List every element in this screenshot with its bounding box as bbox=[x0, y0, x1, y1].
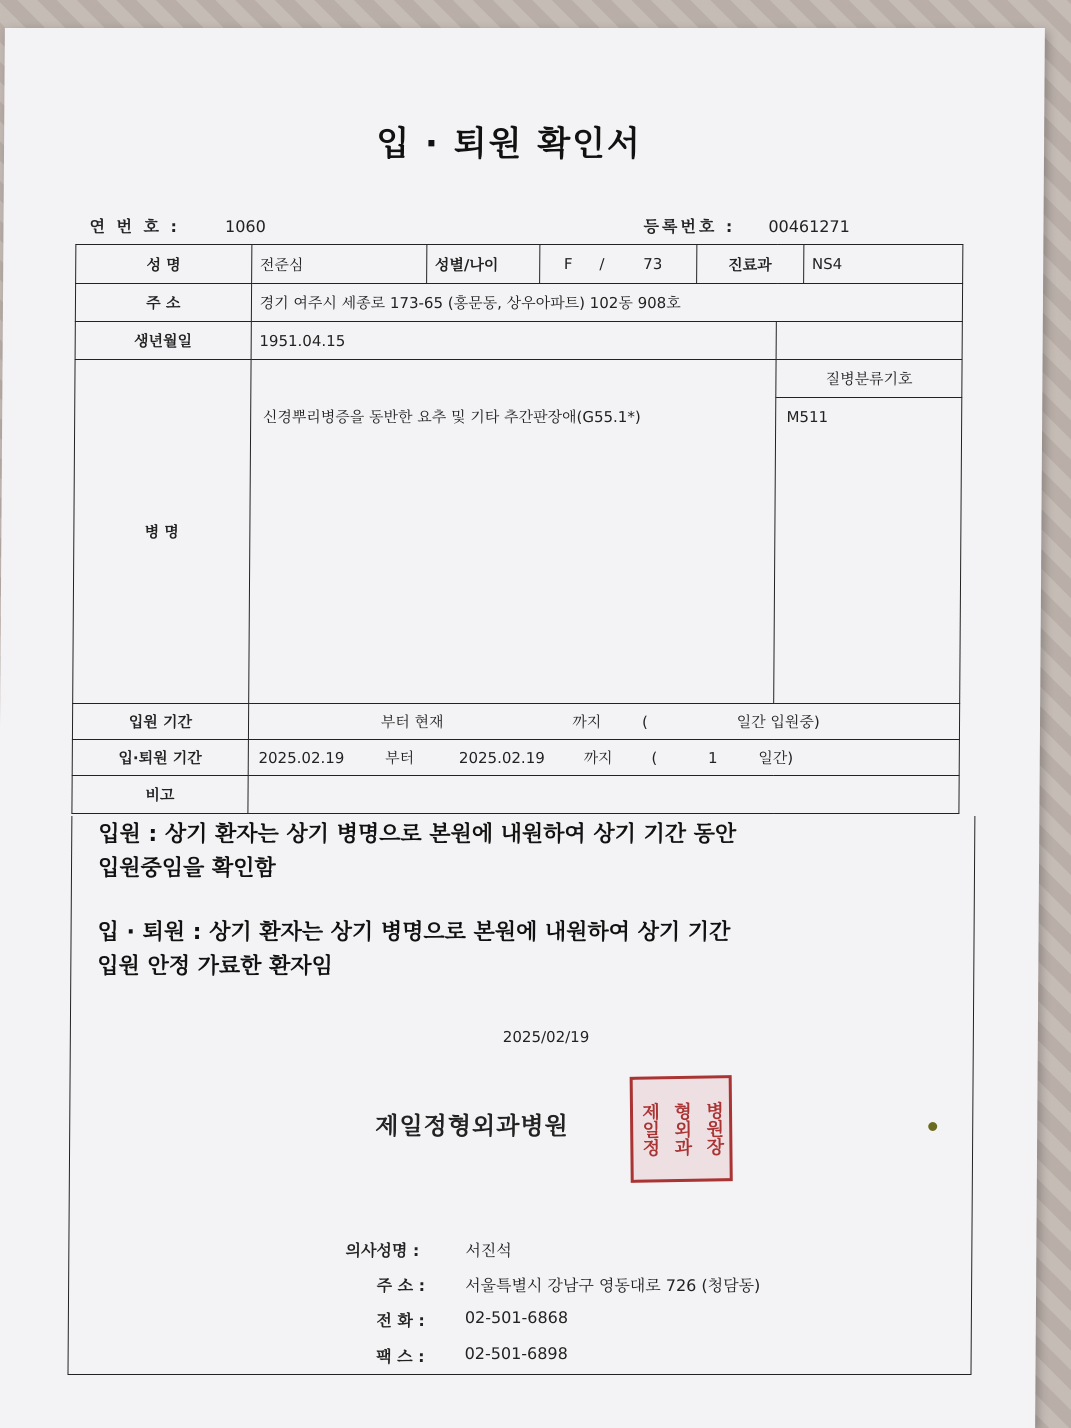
sex-age-separator: / bbox=[599, 255, 605, 273]
doctor-name: 서진석 bbox=[465, 1241, 512, 1260]
stay-value bbox=[248, 740, 960, 776]
remarks-row bbox=[72, 776, 959, 814]
hospital-name: 제일정형외과병원 bbox=[375, 1112, 569, 1140]
sex-age-value bbox=[539, 245, 696, 283]
admission-statement-line2: 입원중임을 확인함 bbox=[97, 856, 276, 881]
admission-until: 까지 bbox=[572, 713, 602, 731]
document-title: 입 · 퇴원 확인서 bbox=[376, 124, 642, 164]
serial-number bbox=[89, 214, 265, 237]
discharge-statement bbox=[97, 916, 730, 984]
diagnosis-head-row bbox=[75, 360, 962, 398]
patient-info-table bbox=[71, 244, 963, 814]
admission-from: 부터 현재 bbox=[380, 713, 444, 731]
admission-statement bbox=[98, 818, 736, 886]
hospital-address-label: 주 소 : bbox=[376, 1276, 426, 1295]
certification-section bbox=[67, 816, 975, 1375]
discharge-statement-line2: 입원 안정 가료한 환자임 bbox=[97, 954, 333, 979]
admission-value bbox=[248, 704, 960, 740]
dob-blank bbox=[776, 322, 962, 360]
hospital-seal bbox=[630, 1075, 733, 1183]
admission-label: 입원 기간 bbox=[72, 704, 248, 740]
seal-text-3: 병원장 bbox=[702, 1101, 725, 1156]
department-label: 진료과 bbox=[696, 245, 803, 283]
phone-label: 전 화 : bbox=[376, 1311, 425, 1330]
issue-date: 2025/02/19 bbox=[502, 1028, 590, 1046]
registration-value: 00461271 bbox=[768, 217, 850, 236]
sex-age-label: 성별/나이 bbox=[426, 245, 539, 283]
department-value: NS4 bbox=[803, 245, 962, 283]
discharge-statement-line1: 입 · 퇴원 : 상기 환자는 상기 병명으로 본원에 내원하여 상기 기간 bbox=[97, 920, 731, 945]
name-row-cells bbox=[252, 245, 963, 283]
address-row bbox=[75, 284, 962, 322]
stay-row bbox=[72, 740, 959, 776]
patient-age: 73 bbox=[643, 255, 663, 273]
dob-label: 생년월일 bbox=[75, 322, 251, 360]
dob-row bbox=[75, 322, 962, 360]
hospital-address: 서울특별시 강남구 영동대로 726 (청담동) bbox=[465, 1276, 761, 1295]
stay-end: 2025.02.19 bbox=[458, 749, 545, 767]
stay-until: 까지 bbox=[583, 749, 613, 767]
patient-sex: F bbox=[563, 255, 573, 273]
patient-address: 경기 여주시 세종로 173-65 (홍문동, 상우아파트) 102동 908호 bbox=[251, 284, 963, 322]
remarks-label: 비고 bbox=[72, 776, 248, 814]
admission-open-paren: ( bbox=[641, 713, 648, 731]
fax-number: 02-501-6898 bbox=[464, 1344, 568, 1363]
phone-number: 02-501-6868 bbox=[464, 1308, 569, 1327]
certificate-paper bbox=[0, 28, 1045, 1428]
name-row bbox=[76, 245, 963, 284]
paper-speck bbox=[928, 1122, 937, 1131]
patient-dob: 1951.04.15 bbox=[251, 322, 777, 360]
registration-label: 등록번호 : bbox=[643, 217, 736, 236]
disease-code-label: 질병분류기호 bbox=[776, 360, 962, 398]
stay-days-word: 일간) bbox=[758, 749, 794, 767]
disease-code: M511 bbox=[774, 398, 962, 704]
admission-row bbox=[72, 704, 959, 740]
stay-from: 부터 bbox=[385, 749, 415, 767]
diagnosis-text: 신경뿌리병증을 동반한 요추 및 기타 추간판장애(G55.1*) bbox=[248, 360, 776, 704]
patient-name: 전준심 bbox=[259, 255, 304, 274]
seal-text-2: 형외과 bbox=[670, 1101, 693, 1157]
stay-start: 2025.02.19 bbox=[258, 749, 345, 767]
fax-label: 팩 스 : bbox=[376, 1347, 425, 1366]
serial-value: 1060 bbox=[225, 217, 266, 236]
admission-statement-line1: 입원 : 상기 환자는 상기 병명으로 본원에 내원하여 상기 기간 동안 bbox=[98, 822, 737, 847]
address-label: 주 소 bbox=[75, 284, 251, 322]
remarks-value bbox=[248, 776, 960, 814]
registration-number bbox=[643, 214, 849, 237]
name-label: 성 명 bbox=[76, 245, 252, 284]
admission-days: 일간 입원중) bbox=[736, 713, 820, 731]
doctor-label: 의사성명 : bbox=[345, 1241, 420, 1260]
stay-label: 입·퇴원 기간 bbox=[72, 740, 248, 776]
stay-days: 1 bbox=[707, 749, 718, 767]
diagnosis-label: 병 명 bbox=[73, 360, 251, 704]
stay-open-paren: ( bbox=[651, 749, 658, 767]
serial-label: 연 번 호 : bbox=[89, 217, 181, 236]
seal-text-1: 제일정 bbox=[638, 1102, 661, 1157]
